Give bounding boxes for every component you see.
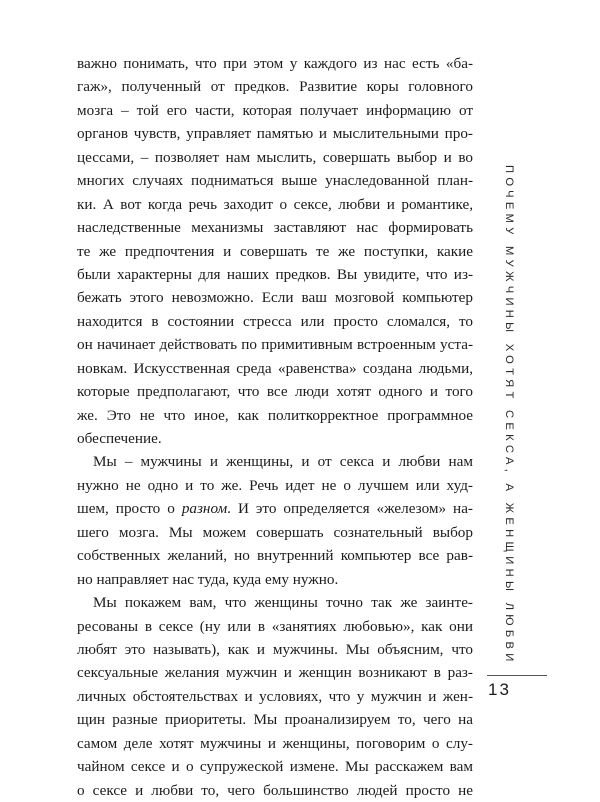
folio-rule bbox=[487, 675, 547, 676]
text-line: бежать этого невозможно. Если ваш мозговой компьютер bbox=[77, 289, 473, 307]
text-line: шего мозга. Мы можем совершать сознательный выбор bbox=[77, 523, 473, 541]
text-line: новкам. Искусственная среда «равенства» создана людьми, bbox=[77, 359, 473, 377]
text-line: органов чувств, управляет памятью и мыслительными про- bbox=[77, 125, 473, 143]
running-head: ПОЧЕМУ МУЖЧИНЫ ХОТЯТ СЕКСА, А ЖЕНЩИНЫ ЛЮБВИ bbox=[503, 165, 515, 666]
text-line: Мы – мужчины и женщины, и от секса и любви нам bbox=[93, 453, 473, 471]
text-line: же. Это не что иное, как политкорректное программное bbox=[77, 406, 473, 424]
text-line: гаж», полученный от предков. Развитие коры головного bbox=[77, 78, 473, 96]
text-line: цессами, – позволяет нам мыслить, совершать выбор и во bbox=[77, 148, 473, 166]
text-line: мозга – той его части, которая получает информацию от bbox=[77, 101, 473, 119]
text-line: он начинает действовать по примитивным встроенным уста- bbox=[77, 336, 473, 354]
page-number: 13 bbox=[488, 680, 511, 699]
text-line: о сексе и любви то, чего большинство людей просто не bbox=[77, 781, 473, 799]
text-line: сексуальные желания мужчин и женщин возникают в раз- bbox=[77, 664, 473, 682]
text-line: обеспечение. bbox=[77, 430, 162, 447]
text-line: любят это называть), как и мужчины. Мы объясним, что bbox=[77, 640, 473, 658]
emphasis-word: разном bbox=[181, 500, 228, 518]
text-line: нужно не одно и то же. Речь идет не о лучшем или худ- bbox=[77, 476, 473, 494]
text-fragment: . И это определяется «железом» на- bbox=[227, 500, 473, 518]
text-line: ки. А вот когда речь заходит о сексе, любви и романтике, bbox=[77, 195, 473, 213]
text-line: были характерны для наших предков. Вы увидите, что из- bbox=[77, 265, 473, 283]
text-line: многих случаях подниматься выше унаследованной план- bbox=[77, 172, 473, 190]
body-text bbox=[77, 52, 473, 802]
text-line-with-emphasis bbox=[77, 497, 473, 520]
text-fragment: шем, просто о bbox=[77, 500, 175, 518]
text-line: щин разные приоритеты. Мы проанализируем то, чего на bbox=[77, 711, 473, 729]
text-line: но направляет нас туда, куда ему нужно. bbox=[77, 570, 339, 588]
text-line: личных обстоятельствах и условиях, что у мужчин и жен- bbox=[77, 687, 473, 705]
text-line: важно понимать, что при этом у каждого из нас есть «ба- bbox=[77, 55, 473, 72]
text-line: ресованы в сексе (ну или в «занятиях любовью», как они bbox=[77, 617, 473, 635]
text-line: собственных желаний, но внутренний компьютер все рав- bbox=[77, 547, 473, 565]
text-line: находится в состоянии стресса или просто сломался, то bbox=[77, 312, 473, 330]
text-line: наследственные механизмы заставляют нас формировать bbox=[77, 219, 473, 237]
text-line: которые предполагают, что все люди хотят одного и того bbox=[77, 383, 473, 401]
text-line: Мы покажем вам, что женщины точно так же заинте- bbox=[93, 594, 473, 612]
text-line: те же предпочтения и совершать те же поступки, какие bbox=[77, 242, 473, 260]
text-line: чайном сексе и о супружеской измене. Мы расскажем вам bbox=[77, 758, 473, 776]
text-line: самом деле хотят мужчины и женщины, поговорим о слу- bbox=[77, 734, 473, 752]
